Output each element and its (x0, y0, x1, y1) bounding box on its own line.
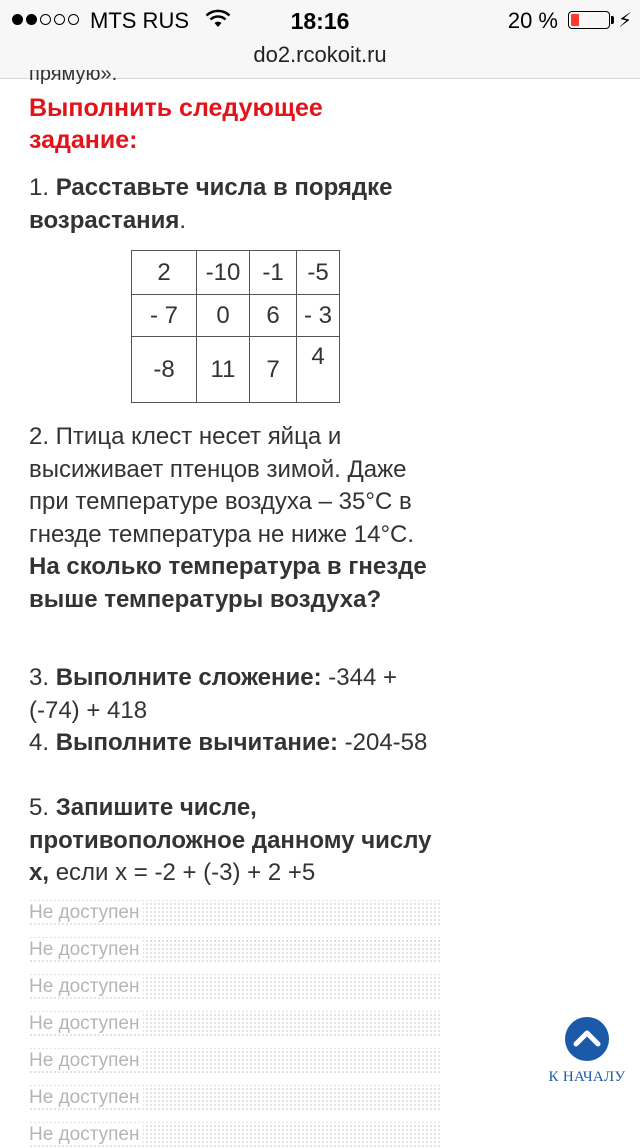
task-heading: Выполнить следующее задание: (29, 94, 323, 154)
back-to-top-button[interactable] (546, 1017, 628, 1086)
carrier-name: MTS RUS (90, 8, 189, 33)
table-cell: -5 (297, 251, 340, 295)
table-cell: 0 (197, 295, 250, 337)
table-cell: 7 (250, 337, 297, 403)
status-time: 18:16 (290, 8, 350, 34)
table-cell: - 7 (132, 295, 197, 337)
numbers-table (131, 250, 340, 403)
unavailable-item: Не доступен (29, 1085, 441, 1111)
table-cell: 2 (132, 251, 197, 295)
task-4: 4. Выполните вычитание: -204-58 (29, 729, 428, 756)
table-cell: 6 (250, 295, 297, 337)
table-cell: 4 (297, 337, 340, 403)
table-cell: 11 (197, 337, 250, 403)
table-cell: -8 (132, 337, 197, 403)
chevron-up-icon (565, 1017, 609, 1061)
task-3: 3. Выполните сложение: -344 + (-74) + 418 (29, 664, 397, 724)
battery-percent: 20 % (507, 8, 558, 33)
battery-icon (568, 11, 610, 29)
task-5: 5. Запишите числе, противоположное данному числу х, если х = -2 + (-3) + 2 +5 (29, 794, 432, 886)
task-1: 1. Расставьте числа в порядке возрастания. (29, 174, 393, 234)
battery-tip (611, 16, 614, 24)
unavailable-item: Не доступен (29, 974, 441, 1000)
unavailable-item: Не доступен (29, 1048, 441, 1074)
url-domain: do2.rcokoit.ru (253, 42, 387, 67)
charging-bolt-icon: ⚡ (617, 10, 632, 32)
table-cell: -10 (197, 251, 250, 295)
status-bar (0, 0, 640, 40)
cut-off-text: прямую». (29, 70, 118, 84)
table-cell: -1 (250, 251, 297, 295)
unavailable-item: Не доступен (29, 1011, 441, 1037)
back-to-top-label: К НАЧАЛУ (548, 1069, 626, 1085)
unavailable-item: Не доступен (29, 1122, 441, 1148)
unavailable-item: Не доступен (29, 937, 441, 963)
task-2: 2. Птица клест несет яйца и высиживает птенцов зимой. Даже при температуре воздуха – 35°С в гнезде температура не ниже 14°С. На сколько температура в гнезде выше температуры воздуха? (29, 423, 427, 613)
table-cell: - 3 (297, 295, 340, 337)
unavailable-item: Не доступен (29, 900, 441, 926)
